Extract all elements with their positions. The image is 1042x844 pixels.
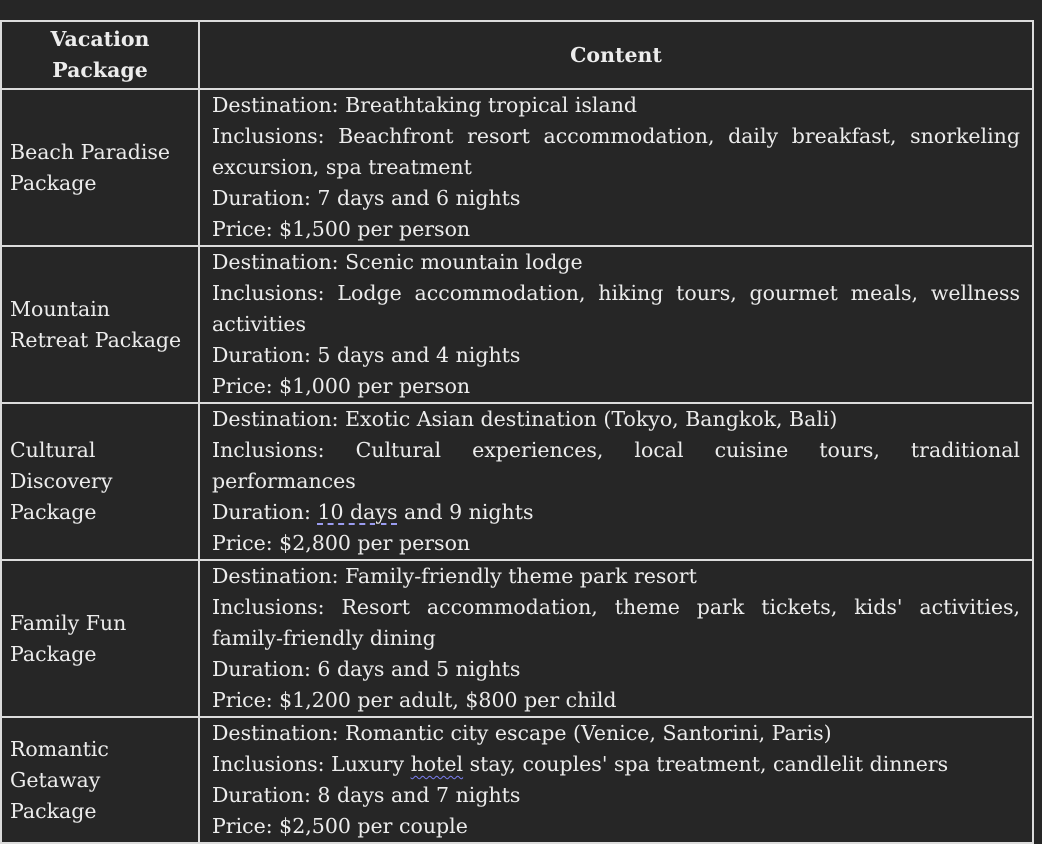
package-content: [199, 560, 1033, 717]
destination-line: Destination: Exotic Asian destination (Tokyo, Bangkok, Bali): [212, 407, 838, 431]
duration-line: Duration: 8 days and 7 nights: [212, 783, 521, 807]
price-line: Price: $2,800 per person: [212, 531, 471, 555]
table-row: [1, 403, 1033, 560]
duration-line: Duration: 6 days and 5 nights: [212, 657, 521, 681]
table-row: [1, 560, 1033, 717]
package-content: [199, 246, 1033, 403]
duration-line: Duration: 5 days and 4 nights: [212, 343, 521, 367]
package-content: [199, 89, 1033, 246]
destination-line: Destination: Family-friendly theme park resort: [212, 564, 697, 588]
table-row: [1, 717, 1033, 843]
inclusions-line: Inclusions: Lodge accommodation, hiking tours, gourmet meals, wellness activities: [212, 281, 1020, 336]
inclusions-suffix: stay, couples' spa treatment, candlelit dinners: [463, 752, 949, 776]
table-row: [1, 89, 1033, 246]
package-name: Romantic Getaway Package: [1, 717, 199, 843]
package-content: [199, 717, 1033, 843]
grammar-marked-text[interactable]: 10 days: [317, 500, 398, 524]
destination-line: Destination: Breathtaking tropical island: [212, 93, 638, 117]
destination-line: Destination: Romantic city escape (Venice, Santorini, Paris): [212, 721, 832, 745]
table-row: [1, 246, 1033, 403]
header-vacation-package: Vacation Package: [1, 21, 199, 89]
duration-suffix: and 9 nights: [397, 500, 534, 524]
table-header-row: [1, 21, 1033, 89]
inclusions-line: Inclusions: Cultural experiences, local cuisine tours, traditional performances: [212, 438, 1020, 493]
package-name: Mountain Retreat Package: [1, 246, 199, 403]
price-line: Price: $1,000 per person: [212, 374, 471, 398]
package-name: Cultural Discovery Package: [1, 403, 199, 560]
destination-line: Destination: Scenic mountain lodge: [212, 250, 583, 274]
price-line: Price: $1,200 per adult, $800 per child: [212, 688, 617, 712]
duration-line: Duration: 7 days and 6 nights: [212, 186, 521, 210]
package-name: Family Fun Package: [1, 560, 199, 717]
duration-line: [212, 497, 1020, 528]
inclusions-line: Inclusions: Resort accommodation, theme park tickets, kids' activities, family-friendly dining: [212, 595, 1020, 650]
header-content: Content: [199, 21, 1033, 89]
spelling-marked-text[interactable]: hotel: [410, 752, 464, 776]
price-line: Price: $2,500 per couple: [212, 814, 468, 838]
inclusions-line: Inclusions: Beachfront resort accommodation, daily breakfast, snorkeling excursion, spa treatment: [212, 124, 1020, 179]
vacation-packages-table: [0, 20, 1034, 844]
inclusions-line: [212, 749, 1020, 780]
price-line: Price: $1,500 per person: [212, 217, 471, 241]
package-content: [199, 403, 1033, 560]
package-name: Beach Paradise Package: [1, 89, 199, 246]
inclusions-prefix: Inclusions: Luxury: [212, 752, 411, 776]
duration-prefix: Duration:: [212, 500, 318, 524]
